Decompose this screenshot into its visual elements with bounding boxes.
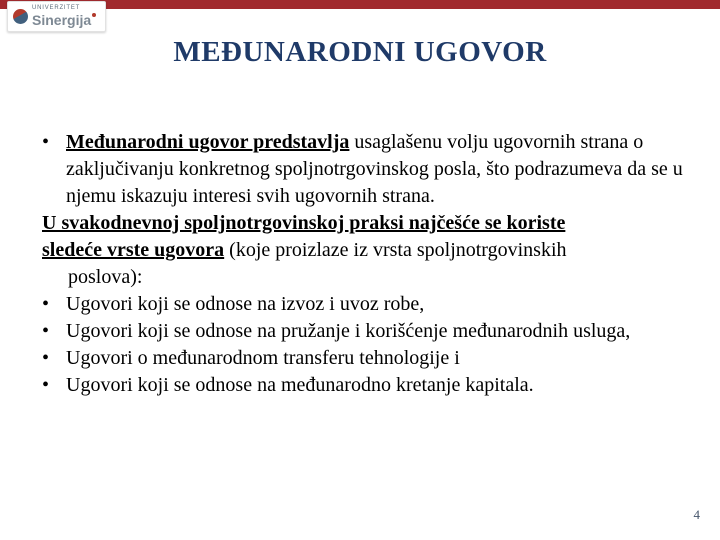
- text-segment: Ugovori koji se odnose na međunarodno kretanje kapitala.: [66, 374, 534, 396]
- university-logo: [7, 1, 106, 32]
- top-accent-bar: [0, 0, 720, 9]
- bullet-marker-icon: •: [42, 293, 50, 315]
- slide-title: MEĐUNARODNI UGOVOR: [173, 36, 547, 68]
- text-run: [66, 129, 696, 210]
- text-segment: Međunarodni ugovor predstavlja: [66, 131, 350, 153]
- paragraph: [42, 210, 696, 291]
- text-segment: (koje proizlaze iz vrsta spoljnotrgovinskih: [224, 239, 567, 261]
- logo-trademark-dot-icon: [92, 13, 96, 17]
- text-segment: U svakodnevnoj spoljnotrgovinskoj praksi najčešće se koriste: [42, 212, 566, 234]
- text-segment: Ugovori koji se odnose na izvoz i uvoz robe,: [66, 293, 425, 315]
- bullet-item: [42, 345, 696, 372]
- text-segment: usaglašenu volju ugovornih strana o zaključivanju konkretnog spoljnotrgovinskog posla, što podrazumeva da se u njemu iskazuju interesi svih ugovornih strana.: [66, 131, 683, 207]
- logo-university-text: UNIVERZITET: [32, 5, 81, 11]
- text-segment: Ugovori koji se odnose na pružanje i korišćenje međunarodnih usluga,: [66, 320, 631, 342]
- page-number: 4: [693, 507, 700, 522]
- bullet-marker-icon: •: [42, 347, 50, 369]
- text-segment: poslova):: [68, 266, 143, 288]
- bullet-item: [42, 291, 696, 318]
- bullet-item: [42, 129, 696, 210]
- text-run: [66, 291, 696, 318]
- text-run: [66, 372, 696, 399]
- bullet-item: [42, 318, 696, 345]
- logo-globe-icon: [13, 9, 28, 24]
- text-run: [66, 345, 696, 372]
- bullet-marker-icon: •: [42, 320, 50, 342]
- text-segment: Ugovori o međunarodnom transferu tehnologije i: [66, 347, 460, 369]
- bullet-marker-icon: •: [42, 131, 50, 153]
- slide-body: [42, 129, 696, 399]
- logo-brand-text: Sinergija: [32, 11, 92, 28]
- text-run: [42, 212, 567, 288]
- bullet-item: [42, 372, 696, 399]
- logo-text-group: [32, 5, 96, 28]
- text-segment: sledeće vrste ugovora: [42, 239, 225, 261]
- text-run: [66, 318, 696, 345]
- bullet-marker-icon: •: [42, 374, 50, 396]
